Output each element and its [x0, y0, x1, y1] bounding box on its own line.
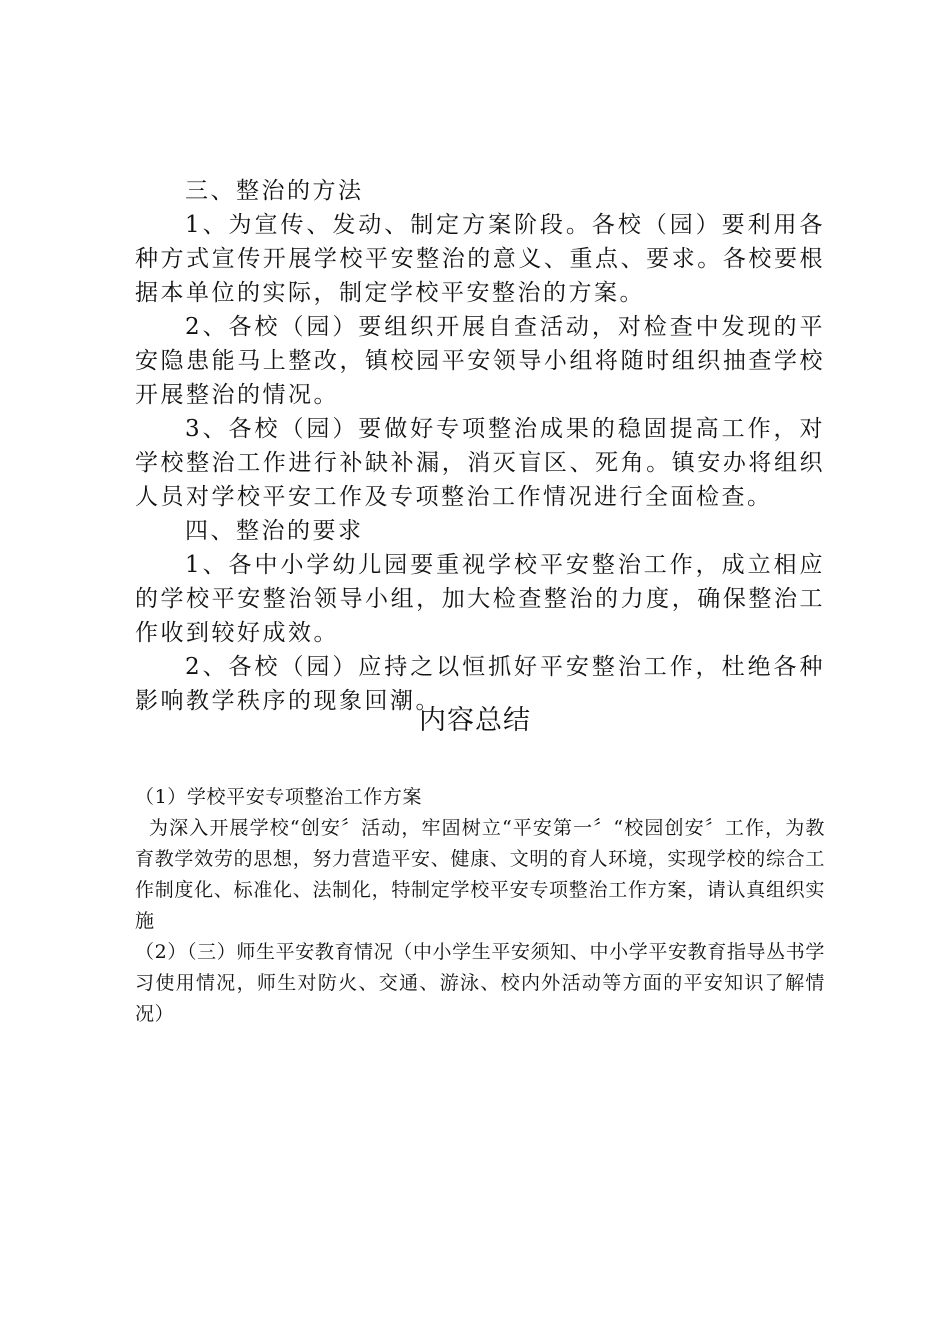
paragraph-method-3: 3、各校（园）要做好专项整治成果的稳固提高工作，对学校整治工作进行补缺补漏，消灭盲区、死角。镇安办将组织人员对学校平安工作及专项整治工作情况进行全面检查。: [135, 416, 825, 510]
summary-item-1-text: 为深入开展学校“创安〞活动，牢固树立“平安第一〞“校园创安〞工作，为教育教学效劳的思想，努力营造平安、健康、文明的育人环境，实现学校的综合工作制度化、标准化、法制化，特制定学校平安专项整治工作方案，请认真组织实施: [135, 817, 825, 932]
paragraph-requirement-1: 1、各中小学幼儿园要重视学校平安整治工作，成立相应的学校平安整治领导小组，加大检查整治的力度，确保整治工作收到较好成效。: [135, 552, 825, 646]
summary-title: 内容总结: [419, 705, 531, 736]
section-heading-methods: 三、整治的方法: [185, 178, 364, 204]
section-heading-requirements: 四、整治的要求: [185, 518, 364, 544]
summary-item-2-text: （2）（三）师生平安教育情况（中小学生平安须知、中小学平安教育指导丛书学习使用情况，师生对防火、交通、游泳、校内外活动等方面的平安知识了解情况）: [135, 941, 825, 1025]
paragraph-requirement-2: 2、各校（园）应持之以恒抓好平安整治工作，杜绝各种影响教学秩序的现象回潮。: [135, 654, 825, 714]
summary-body: [135, 782, 825, 1030]
summary-item-1-heading: （1）学校平安专项整治工作方案: [135, 786, 423, 808]
paragraph-method-1: 1、为宣传、发动、制定方案阶段。各校（园）要利用各种方式宣传开展学校平安整治的意义、重点、要求。各校要根据本单位的实际，制定学校平安整治的方案。: [135, 212, 825, 306]
document-body: [135, 174, 825, 718]
paragraph-method-2: 2、各校（园）要组织开展自查活动，对检查中发现的平安隐患能马上整改，镇校园平安领导小组将随时组织抽查学校开展整治的情况。: [135, 314, 825, 408]
